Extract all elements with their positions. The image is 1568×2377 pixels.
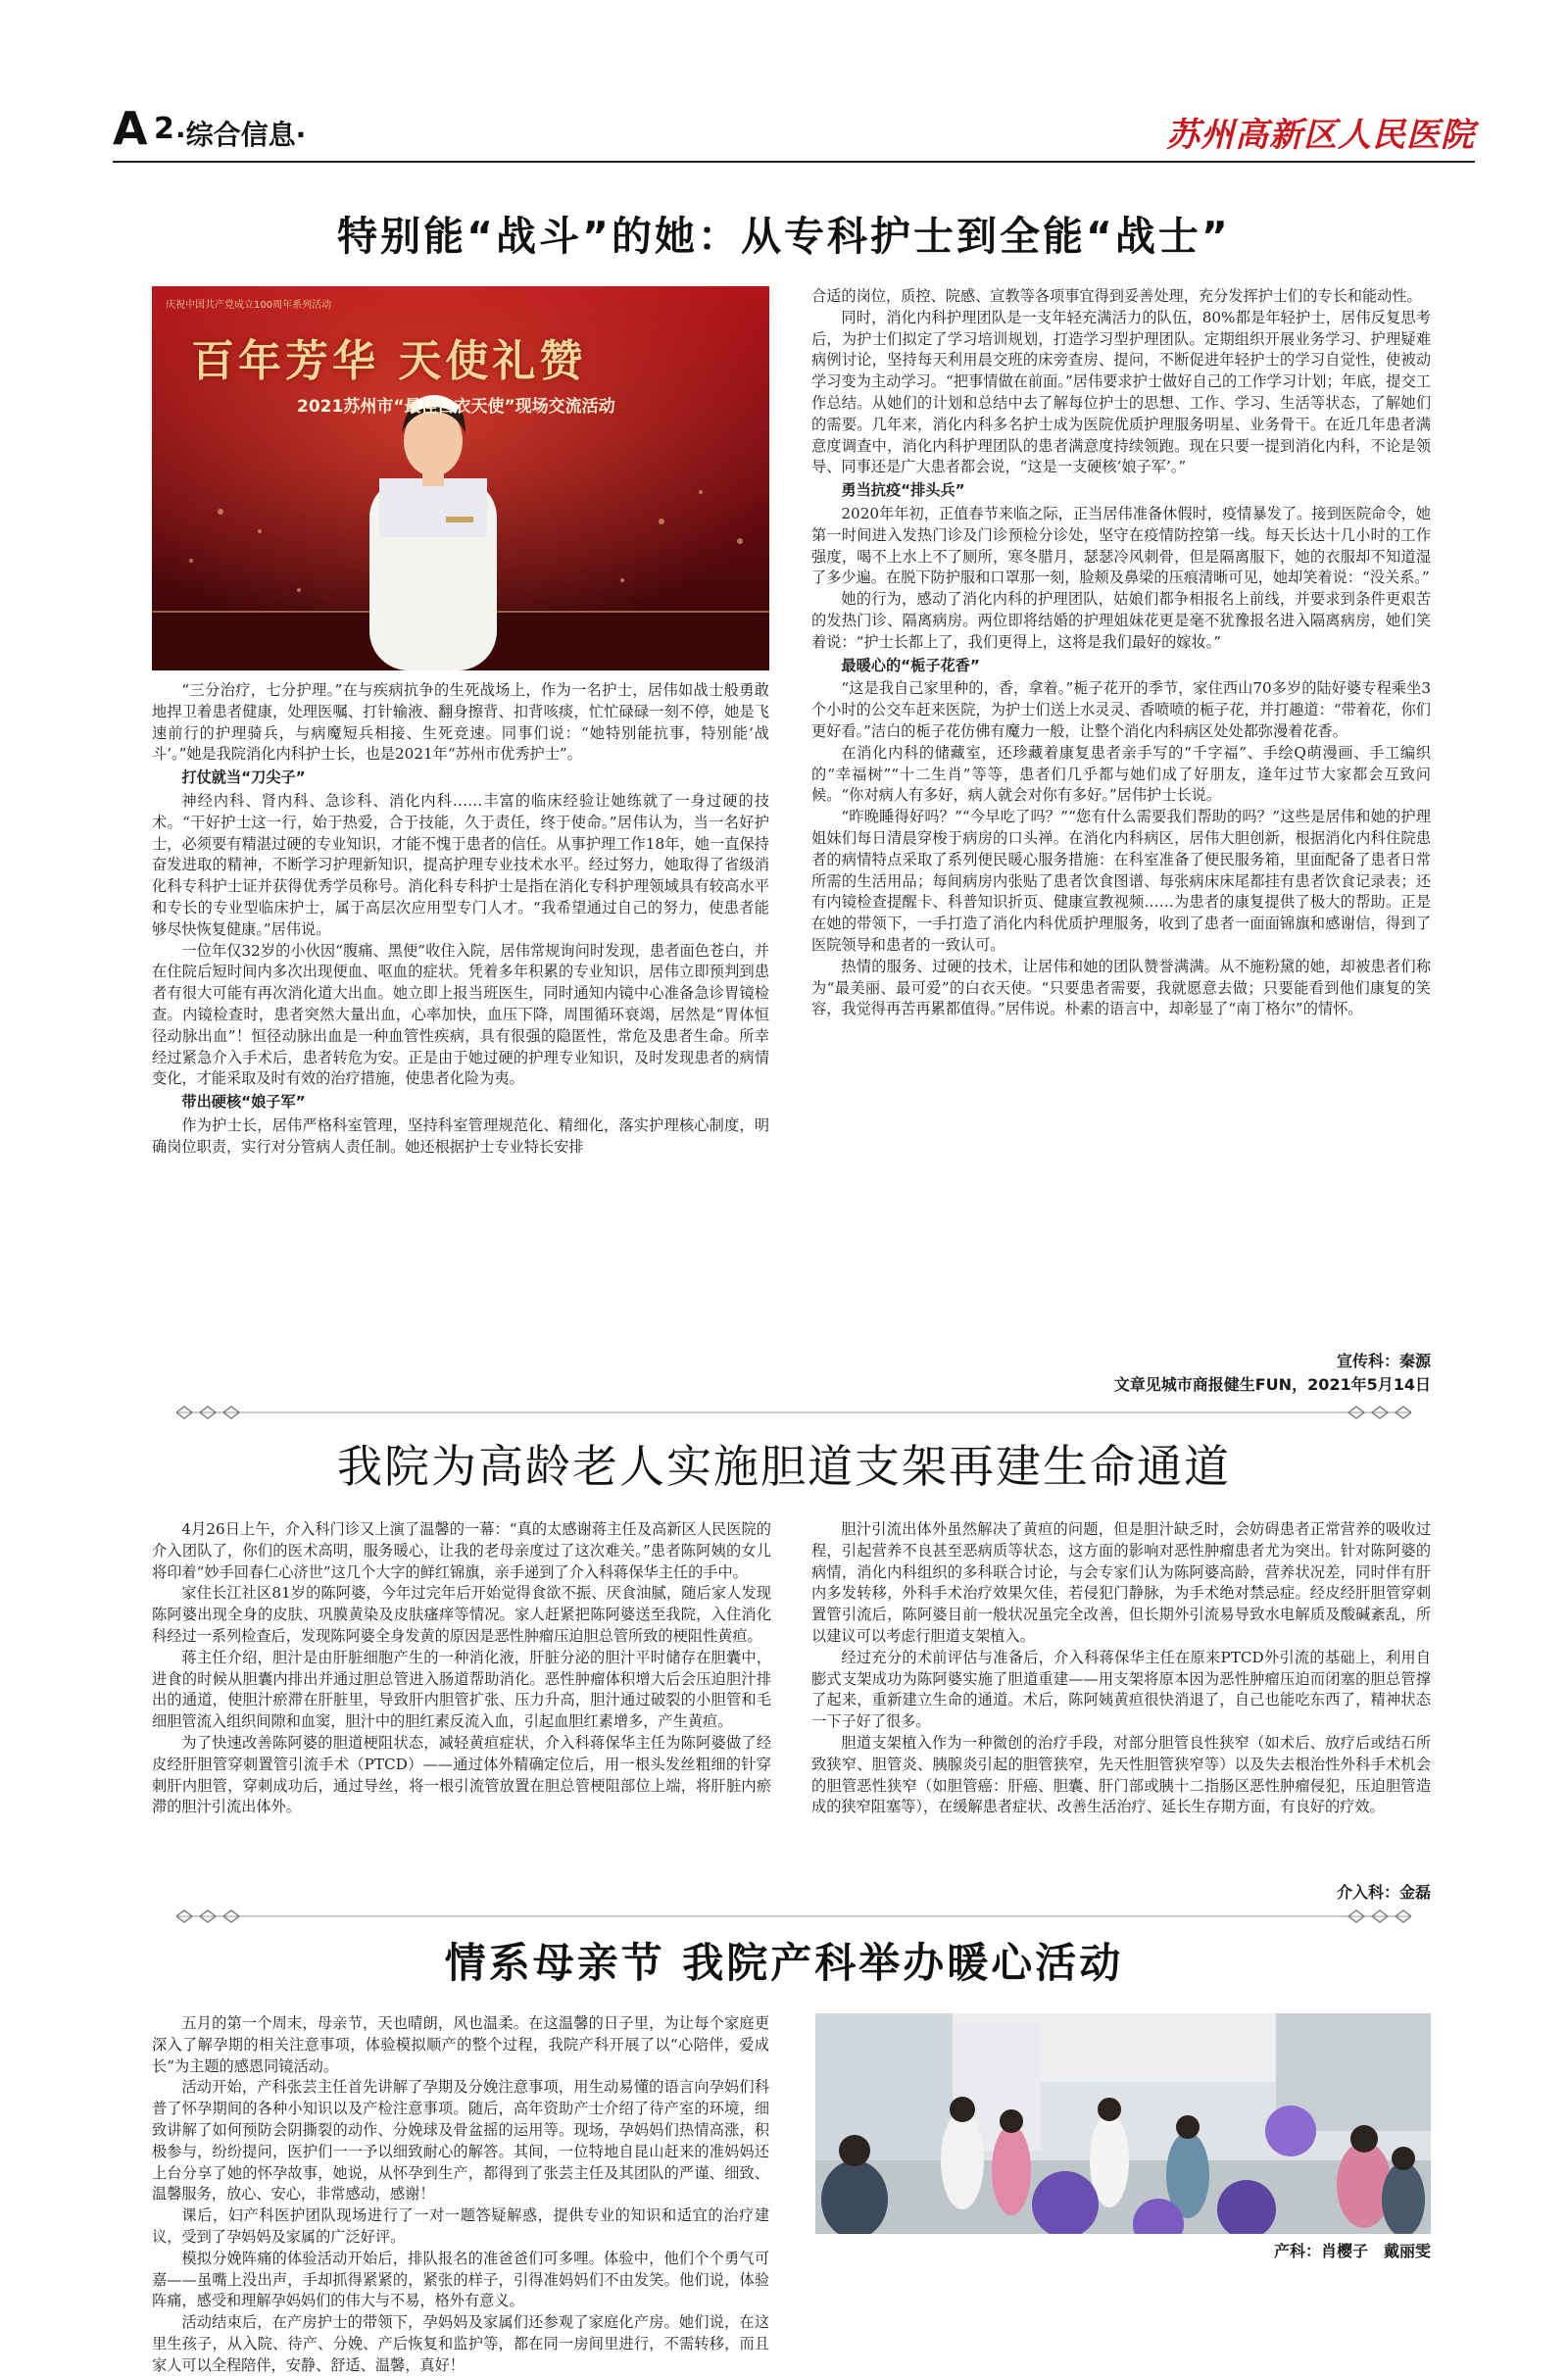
paragraph: “三分治疗，七分护理。”在与疾病抗争的生死战场上，作为一名护士，居伟如战士般勇敢地捍卫着患者健康，处理医嘱、打针输液、翻身擦背、扣背咳痰，忙忙碌碌一刻不停，她是飞速前行的护理骑兵，与病魔短兵相接、生死竞速。同事们说：“她特别能抗事，特别能‘战斗’。”她是我院消化内科护士长，也是2021年“苏州市优秀护士”。 <box>152 681 769 764</box>
paragraph: 胆道支架植入作为一种微创的治疗手段，对部分胆管良性狭窄（如术后、放疗后或结石所致狭窄、胆管炎、胰腺炎引起的胆管狭窄，先天性胆管狭窄等）以及失去根治性外科手术机会的胆管恶性狭窄（如胆管癌：肝癌、胆囊、肝门部或胰十二指肠区恶性肿瘤侵犯，压迫胆管造成的狭窄阻塞等），在缓解患者症状、改善生活治疗、延长生存期方面，有良好的疗效。 <box>811 1733 1431 1816</box>
banner-subtitle: 2021苏州市“最佳白衣天使”现场交流活动 <box>297 397 615 417</box>
paragraph: 热情的服务、过硬的技术，让居伟和她的团队赞誉满满。从不施粉黛的她，却被患者们称为“最美丽、最可爱”的白衣天使。“只要患者需要，我就愿意去做；只要能看到他们康复的笑容，我觉得再苦再累都值得。”居伟说。朴素的语言中，却彰显了“南丁格尔”的情怀。 <box>811 957 1431 1018</box>
subheading: 带出硬核“娘子军” <box>181 1093 306 1112</box>
article1-photo <box>152 286 769 670</box>
article3-credit: 产科：肖樱子 戴丽雯 <box>1273 2242 1431 2260</box>
article1-column-1 <box>152 680 769 1159</box>
paragraph: 在消化内科的储藏室，还珍藏着康复患者亲手写的“千字福”、手绘Q萌漫画、手工编织的“幸福树”“十二生肖”等等，患者们几乎都与她们成了好朋友，逢年过节大家都会互致问候。“你对病人有多好，病人就会对你有多好。”居伟护士长说。 <box>811 743 1431 805</box>
hospital-masthead: 苏州高新区人民医院 <box>1166 116 1475 155</box>
paragraph: 合适的岗位，质控、院感、宣教等各项事宜得到妥善处理，充分发挥护士们的专长和能动性。 <box>811 287 1422 305</box>
paragraph: 一位年仅32岁的小伙因“腹痛、黑便”收住入院，居伟常规询问时发现，患者面色苍白，并在住院后短时间内多次出现便血、呕血的症状。凭着多年积累的专业知识，居伟立即预判到患者有很大可能有再次消化道大出血。她立即上报当班医生，同时通知内镜中心准备急诊胃镜检查。内镜检查时，患者突然大量出血，心率加快，血压下降，周围循环衰竭，居然是“胃体恒径动脉出血”！恒径动脉出血是一种血管性疾病，具有很强的隐匿性，常危及患者生命。所幸经过紧急介入手术后，患者转危为安。正是由于她过硬的护理专业知识，及时发现患者的病情变化，才能采取及时有效的治疗措施，使患者化险为夷。 <box>152 941 769 1088</box>
paragraph: 活动开始，产科张芸主任首先讲解了孕期及分娩注意事项，用生动易懂的语言向孕妈们科普了怀孕期间的各种小知识以及产检注意事项。随后，高年资助产士介绍了待产室的环境，细致讲解了如何预防会阴撕裂的动作、分娩球及骨盆摇的运用等。现场，孕妈妈们热情高涨，积极参与，纷纷提问，医护们一一予以细致耐心的解答。其间，一位特地自昆山赶来的准妈妈还上台分享了她的怀孕故事，她说，从怀孕到生产，都得到了张芸主任及其团队的严谨、细致、温馨服务，放心、安心，非常感动，感谢！ <box>152 2078 769 2204</box>
page-letter: A <box>113 102 146 155</box>
ornamental-divider <box>176 1909 1411 1923</box>
paragraph: 活动结束后，在产房护士的带领下，孕妈妈及家属们还参观了家庭化产房。她们说，在这里生孩子，从入院、待产、分娩、产后恢复和监护等，都在同一房间里进行，不需转移，而且家人可以全程陪伴，安静、舒适、温馨，真好！ <box>152 2313 769 2374</box>
maternity-class-photo <box>815 2013 1431 2234</box>
article2-column-2 <box>811 1519 1431 1818</box>
paragraph: 课后，妇产科医护团队现场进行了一对一题答疑解惑，提供专业的知识和适宜的治疗建议，受到了孕妈妈及家属的广泛好评。 <box>152 2206 769 2246</box>
paragraph: 模拟分娩阵痛的体验活动开始后，排队报名的准爸爸们可多哩。体验中，他们个个勇气可嘉——虽嘴上没出声，手却抓得紧紧的，紧张的样子，引得准妈妈们不由发笑。他们说，体验阵痛，感受和理解孕妈妈们的伟大与不易，格外有意义。 <box>152 2249 769 2310</box>
paragraph: 同时，消化内科护理团队是一支年轻充满活力的队伍，80%都是年轻护士，居伟反复思考后，为护士们拟定了学习培训规划，打造学习型护理团队。定期组织开展业务学习、护理疑难病例讨论，坚持每天利用晨交班的床旁查房、提问，不断促进年轻护士的学习自觉性，使被动学习变为主动学习。“把事情做在前面。”居伟要求护士做好自己的工作学习计划；年底，提交工作总结。从她们的计划和总结中去了解每位护士的思想、工作、学习、生活等状态，了解她们的需要。几年来，消化内科多名护士成为医院优质护理服务明星、业务骨干。在近几年患者满意度调查中，消化内科护理团队的患者满意度持续领跑。现在只要一提到消化内科，不论是领导、同事还是广大患者都会说，“这是一支硬核‘娘子军’。” <box>811 308 1431 476</box>
article3-photo <box>815 2013 1431 2234</box>
paragraph: 4月26日上午，介入科门诊又上演了温馨的一幕：“真的太感谢蒋主任及高新区人民医院的介入团队了，你们的医术高明，服务暖心，让我的老母亲度过了这次难关。”患者陈阿姨的女儿将印着“妙手回春仁心济世”这几个大字的鲜红锦旗，亲手递到了介入科蒋保华主任的手中。 <box>152 1520 771 1581</box>
paragraph: 五月的第一个周末，母亲节，天也晴朗，风也温柔。在这温馨的日子里，为让每个家庭更深入了解孕期的相关注意事项，体验模拟顺产的整个过程，我院产科开展了以“心陪伴，爱成长”为主题的感恩同镜活动。 <box>152 2014 769 2075</box>
paragraph: 胆汁引流出体外虽然解决了黄疸的问题，但是胆汁缺乏时，会妨碍患者正常营养的吸收过程，引起营养不良甚至恶病质等状态，这方面的影响对恶性肿瘤患者尤为突出。针对陈阿婆的病情，消化内科组织的多科联合讨论，与会专家们认为陈阿婆高龄，营养状况差，同时伴有肝内多发转移，外科手术治疗效果欠佳，若侵犯门静脉，为手术绝对禁忌症。经皮经肝胆管穿刺置管引流后，陈阿婆目前一般状况虽完全改善，但长期外引流易导致水电解质及酸碱紊乱，所以建议可以考虑行胆道支架植入。 <box>811 1520 1431 1645</box>
article2-credit: 介入科：金磊 <box>1336 1883 1431 1902</box>
article1-credit-author: 宣传科：秦源 <box>1336 1352 1431 1370</box>
subheading: 最暖心的“栀子花香” <box>841 656 980 674</box>
paragraph: 蒋主任介绍，胆汁是由肝脏细胞产生的一种消化液，肝脏分泌的胆汁平时储存在胆囊中，进食的时候从胆囊内排出并通过胆总管进入肠道帮助消化。恶性肿瘤体积增大后会压迫胆汁排出的通道，使胆汁瘀滞在肝脏里，导致肝内胆管扩张、压力升高，胆汁通过破裂的小胆管和毛细胆管流入组织间隙和血窦，胆汁中的胆红素反流入血，引起血胆红素增多，产生黄疸。 <box>152 1648 771 1731</box>
paragraph: 2020年年初，正值春节来临之际，正当居伟准备休假时，疫情暴发了。接到医院命令，她第一时间进入发热门诊及门诊预检分诊处，坚守在疫情防控第一线。每天长达十几小时的工作强度，喝不上水上不了厕所，寒冬腊月，瑟瑟冷风刺骨，但是隔离服下，她的衣服却不知道湿了多少遍。在脱下防护服和口罩那一刻，脸颊及鼻梁的压痕清晰可见，她却笑着说：“没关系。” <box>811 504 1431 587</box>
paragraph: 家住长江社区81岁的陈阿婆，今年过完年后开始觉得食欲不振、厌食油腻，随后家人发现陈阿婆出现全身的皮肤、巩膜黄染及皮肤瘙痒等情况。家人赶紧把陈阿婆送至我院，入住消化科经过一系列检查后，发现陈阿婆全身发黄的原因是恶性肿瘤压迫胆总管所致的梗阻性黄疸。 <box>152 1584 771 1645</box>
paragraph: 神经内科、肾内科、急诊科、消化内科……丰富的临床经验让她练就了一身过硬的技术。“干好护士这一行，始于热爱，合于技能，久于责任，终于使命。”居伟认为，当一名好护士，必须要有精湛过硬的专业知识，才能不愧于患者的信任。从事护理工作18年，她一直保持奋发进取的精神，不断学习护理新知识，提高护理专业技术水平。经过努力，她取得了省级消化科专科护士证并获得优秀学员称号。消化科专科护士是指在消化专科护理领域具有较高水平和专长的专业型临床护士，属于高层次应用型专门人才。“我希望通过自己的努力，使患者能够尽快恢复健康。”居伟说。 <box>152 791 769 938</box>
banner-title: 百年芳华 天使礼赞 <box>191 336 587 386</box>
paragraph: “昨晚睡得好吗？”“今早吃了吗？”“您有什么需要我们帮助的吗？”这些是居伟和她的护理姐妹们每日清晨穿梭于病房的口头禅。在消化内科病区，居伟大胆创新，根据消化内科住院患者的病情特点采取了系列便民暖心服务措施：在科室准备了便民服务箱，里面配备了患者日常所需的生活用品；每间病房内张贴了患者饮食图谱、每张病床床尾都挂有患者饮食记录表；还有内镜检查提醒卡、科普知识折页、健康宣教视频……为患者的康复提供了极大的帮助。正是在她的带领下，一手打造了消化内科优质护理服务，收到了患者一面面锦旗和感谢信，得到了医院领导和患者的一致认可。 <box>811 808 1431 954</box>
subheading: 勇当抗疫“排头兵” <box>841 481 965 500</box>
article1-column-2 <box>811 286 1431 1020</box>
header-rule <box>113 161 1475 163</box>
paragraph: 她的行为，感动了消化内科的护理团队，姑娘们都争相报名上前线，并要求到条件更艰苦的发热门诊、隔离病房。两位即将结婚的护理姐妹花更是毫不犹豫报名进入隔离病房，她们笑着说：“护士长都上了，我们更得上，这将是我们最好的嫁妆。” <box>811 590 1431 651</box>
banner-small-text: 庆祝中国共产党成立100周年系列活动 <box>166 300 332 311</box>
section-name: ·综合信息· <box>175 119 307 151</box>
subheading: 打仗就当“刀尖子” <box>181 768 306 787</box>
article2-title: 我院为高龄老人实施胆道支架再建生命通道 <box>337 1440 1231 1493</box>
article1-credit-source: 文章见城市商报健生FUN，2021年5月14日 <box>1113 1375 1431 1394</box>
article1-title: 特别能“战斗”的她：从专科护士到全能“战士” <box>337 213 1231 260</box>
article3-column-1 <box>152 2013 769 2377</box>
article2-column-1 <box>152 1519 771 1818</box>
page-number: 2 <box>154 112 174 146</box>
page-header <box>113 102 1475 155</box>
paragraph: “这是我自己家里种的，香，拿着。”栀子花开的季节，家住西山70多岁的陆好婆专程乘坐3个小时的公交车赶来医院，为护士们送上水灵灵、香喷喷的栀子花，并打趣道：“带着花，你们更好看。”洁白的栀子花仿佛有魔力一般，让整个消化内科病区处处都弥漫着花香。 <box>811 679 1431 740</box>
article3-title: 情系母亲节 我院产科举办暖心活动 <box>444 1939 1124 1987</box>
paragraph: 为了快速改善陈阿婆的胆道梗阻状态，减轻黄疸症状，介入科蒋保华主任为陈阿婆做了经皮经肝胆管穿刺置管引流手术（PTCD）——通过体外精确定位后，用一根头发丝粗细的针穿刺肝内胆管，穿刺成功后，通过导丝，将一根引流管放置在胆总管梗阻部位上端，将肝脏内瘀滞的胆汁引流出体外。 <box>152 1733 771 1816</box>
ornamental-divider <box>176 1406 1411 1419</box>
paragraph: 经过充分的术前评估与准备后，介入科蒋保华主任在原来PTCD外引流的基础上，利用自膨式支架成功为陈阿婆实施了胆道重建——用支架将原本因为恶性肿瘤压迫而闭塞的胆总管撑了起来，重新建立生命的通道。术后，陈阿姨黄疸很快消退了，自己也能吃东西了，精神状态一下子好了很多。 <box>811 1648 1431 1731</box>
paragraph: 作为护士长，居伟严格科室管理，坚持科室管理规范化、精细化，落实护理核心制度，明确岗位职责，实行对分管病人责任制。她还根据护士专业特长安排 <box>152 1115 769 1156</box>
